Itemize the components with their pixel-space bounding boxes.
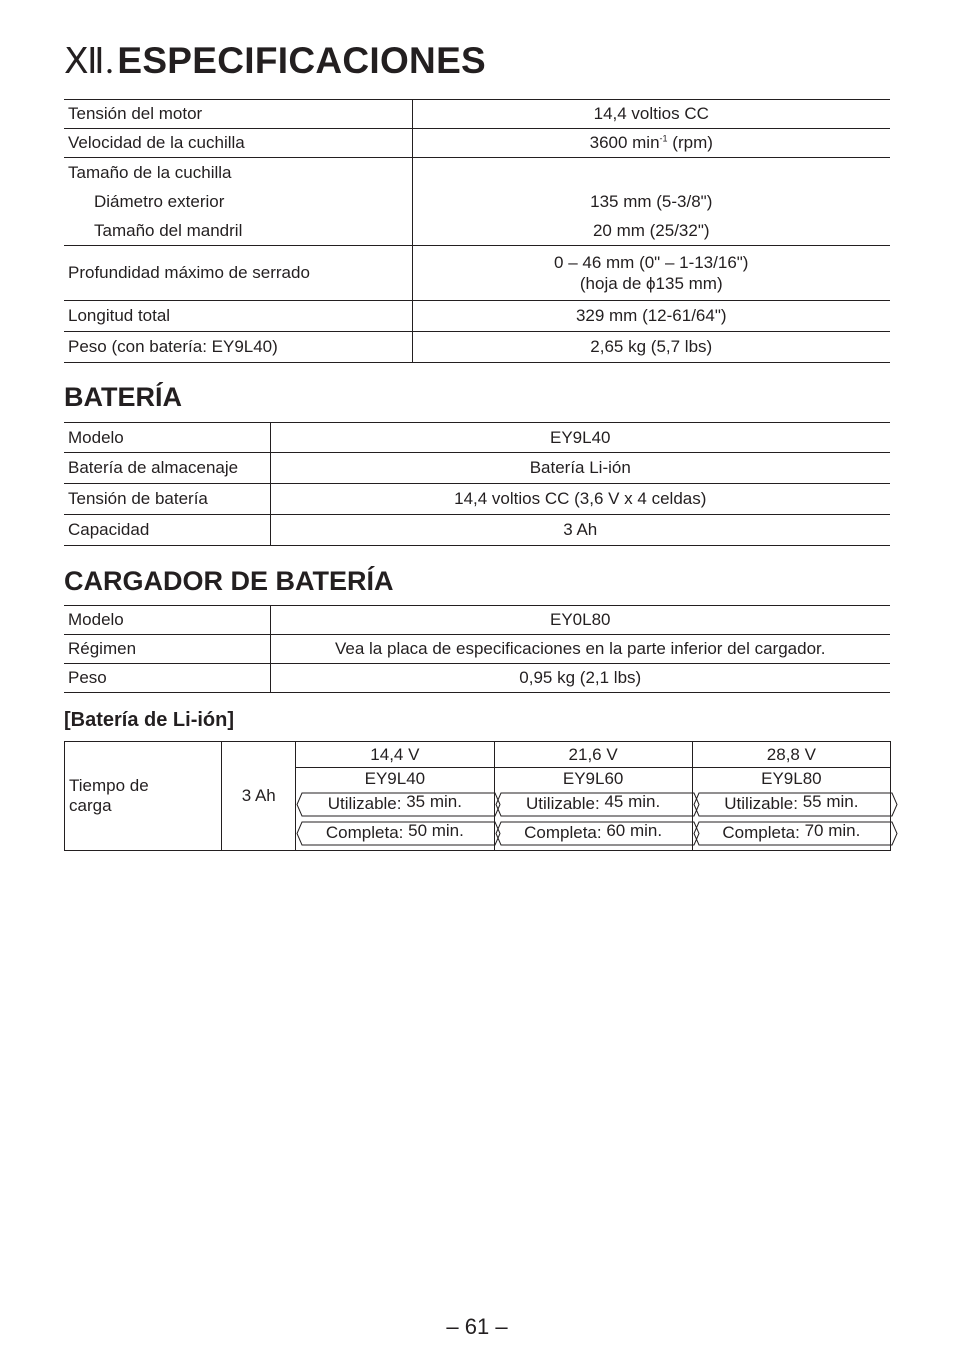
usable-cell (494, 790, 692, 819)
spec-value-line: (hoja de ϕ135 mm) (579, 274, 723, 293)
battery-key: Batería de almacenaje (64, 453, 270, 484)
battery-value: 3 Ah (270, 515, 890, 546)
spec-key: Profundidad máximo de serrado (64, 246, 412, 301)
charger-value: 0,95 kg (2,1 lbs) (270, 664, 890, 693)
full-label: Completa: (325, 822, 404, 842)
spec-value (412, 129, 890, 158)
usable-cell (296, 790, 494, 819)
battery-key: Tensión de batería (64, 484, 270, 515)
full-time: 50 min. (408, 820, 464, 840)
spec-key: Longitud total (64, 301, 412, 332)
spec-subkey: Tamaño del mandril (94, 221, 243, 240)
section-number: Ⅻ. (64, 41, 115, 81)
battery-row (64, 515, 890, 546)
charger-value: EY0L80 (270, 606, 890, 635)
full-cell (494, 819, 692, 851)
battery-key: Capacidad (64, 515, 270, 546)
battery-value: EY9L40 (270, 423, 890, 453)
spec-key (64, 158, 412, 246)
charger-heading: CARGADOR DE BATERÍA (64, 566, 394, 596)
capacity-cell: 3 Ah (222, 742, 296, 851)
battery-row (64, 423, 890, 453)
spec-value-line: 0 – 46 mm (0" – 1-13/16") (554, 253, 749, 272)
usable-time: 45 min. (604, 791, 661, 811)
spec-value: 14,4 voltios CC (412, 100, 890, 129)
charger-key: Peso (64, 664, 270, 693)
battery-value: 14,4 voltios CC (3,6 V x 4 celdas) (270, 484, 890, 515)
full-cell (692, 819, 890, 851)
usable-label: Utilizable: (526, 793, 600, 813)
specifications-table (64, 99, 890, 363)
spec-row (64, 158, 890, 246)
charger-key: Régimen (64, 635, 270, 664)
battery-table (64, 422, 890, 546)
spec-row (64, 332, 890, 363)
spec-subkey: Diámetro exterior (94, 192, 225, 211)
full-chevron (495, 821, 692, 846)
full-chevron (693, 821, 890, 846)
spec-subvalue: 20 mm (25/32") (592, 221, 710, 240)
battery-row (64, 484, 890, 515)
usable-label: Utilizable: (327, 793, 402, 813)
voltage-cell: 21,6 V (494, 742, 692, 768)
charger-value: Vea la placa de especificaciones en la parte inferior del cargador. (270, 635, 890, 664)
usable-time: 35 min. (406, 791, 462, 811)
voltage-row (65, 742, 891, 768)
page-number: – 61 – (446, 1314, 508, 1339)
full-label: Completa: (722, 822, 800, 842)
battery-row (64, 453, 890, 484)
liion-heading: [Batería de Li-ión] (64, 709, 235, 731)
usable-chevron (296, 792, 493, 817)
spec-key-main: Tamaño de la cuchilla (68, 163, 232, 182)
model-cell: EY9L80 (692, 768, 890, 790)
model-cell: EY9L40 (296, 768, 494, 790)
spec-key: Velocidad de la cuchilla (64, 129, 412, 158)
spec-value-superscript: -1 (659, 133, 668, 144)
spec-value (412, 158, 890, 246)
spec-value: 2,65 kg (5,7 lbs) (412, 332, 890, 363)
charging-time-label: Tiempo de carga (65, 742, 222, 851)
spec-value-tail: (rpm) (667, 133, 713, 152)
title-text: ESPECIFICACIONES (117, 40, 487, 81)
spec-key: Tensión del motor (64, 100, 412, 129)
battery-value: Batería Li-ión (270, 453, 890, 484)
charger-table (64, 605, 890, 693)
spec-value (412, 246, 890, 301)
charger-row (64, 664, 890, 693)
spec-row (64, 100, 890, 129)
spec-row (64, 246, 890, 301)
full-chevron (296, 821, 493, 846)
usable-label: Utilizable: (724, 793, 798, 813)
voltage-cell: 28,8 V (692, 742, 890, 768)
usable-chevron (693, 792, 890, 817)
usable-cell (692, 790, 890, 819)
full-time: 60 min. (606, 820, 663, 840)
usable-time: 55 min. (802, 791, 859, 811)
full-cell (296, 819, 494, 851)
battery-key: Modelo (64, 423, 270, 453)
voltage-cell: 14,4 V (296, 742, 494, 768)
charging-time-table (64, 741, 891, 851)
spec-value-main: 3600 min (589, 133, 660, 152)
full-time: 70 min. (804, 820, 861, 840)
spec-key: Peso (con batería: EY9L40) (64, 332, 412, 363)
battery-heading: BATERÍA (64, 382, 182, 412)
spec-row (64, 129, 890, 158)
full-label: Completa: (524, 822, 602, 842)
spec-row (64, 301, 890, 332)
charger-row (64, 606, 890, 635)
spec-value: 329 mm (12-61/64") (412, 301, 890, 332)
model-cell: EY9L60 (494, 768, 692, 790)
charger-row (64, 635, 890, 664)
usable-chevron (495, 792, 692, 817)
page-title (64, 40, 486, 82)
spec-subvalue: 135 mm (5-3/8") (590, 192, 713, 211)
charger-key: Modelo (64, 606, 270, 635)
